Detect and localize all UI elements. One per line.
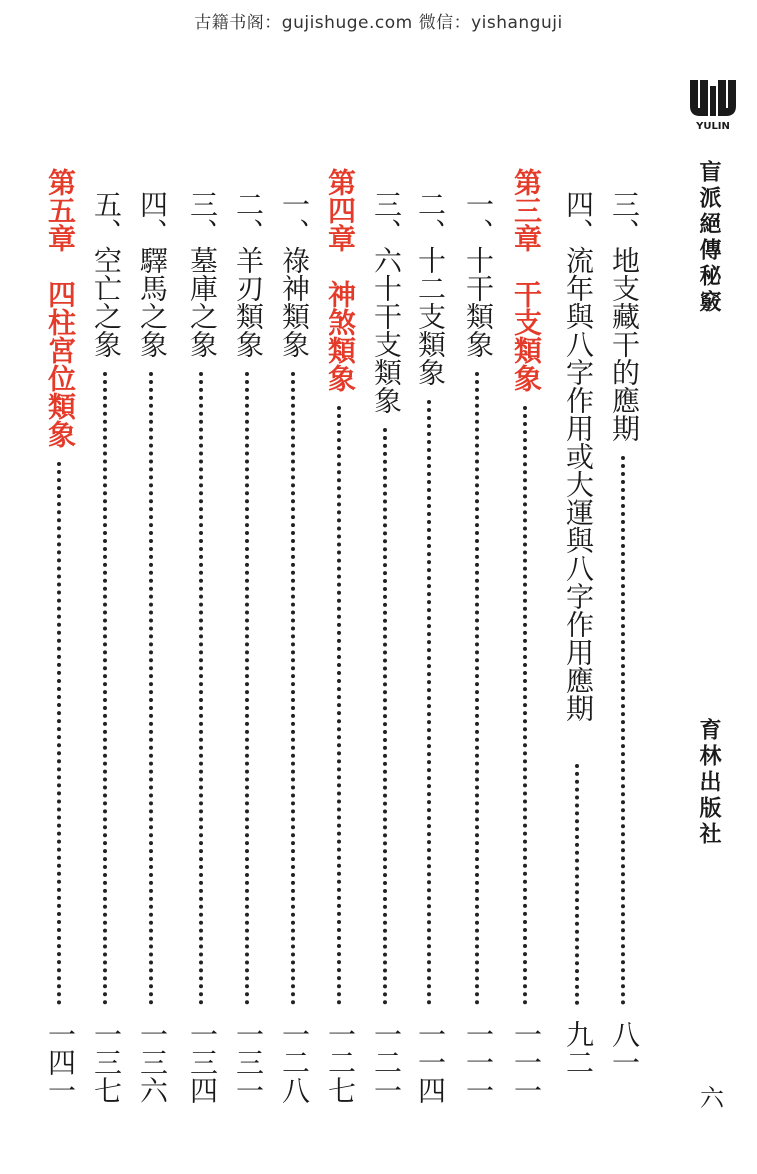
leader-dots bbox=[621, 456, 625, 1005]
watermark-text: 古籍书阁：gujishuge.com 微信：yishanguji bbox=[194, 13, 563, 33]
section-title: 一、祿神類象 bbox=[278, 190, 311, 358]
toc-entry bbox=[604, 190, 644, 1140]
leader-dots bbox=[523, 406, 527, 1005]
toc-entry bbox=[274, 190, 314, 1140]
toc-entry bbox=[458, 190, 498, 1140]
book-title: 盲派絕傳秘竅 bbox=[696, 160, 722, 316]
section-title: 二、十二支類象 bbox=[414, 190, 447, 386]
leader-dots bbox=[57, 462, 61, 1005]
toc-page-number: 一一一 bbox=[462, 1020, 495, 1104]
section-title: 一、十干類象 bbox=[462, 190, 495, 358]
section-title: 二、羊刃類象 bbox=[232, 190, 265, 358]
toc-entry bbox=[228, 190, 268, 1140]
toc-page-number: 一二七 bbox=[324, 1020, 357, 1104]
toc-page-number: 一三七 bbox=[90, 1020, 123, 1104]
leader-dots bbox=[475, 372, 479, 1005]
leader-dots bbox=[575, 764, 579, 1005]
toc-entry bbox=[132, 190, 172, 1140]
toc-page-number: 一三四 bbox=[186, 1020, 219, 1104]
leader-dots bbox=[199, 372, 203, 1005]
chapter-title: 第三章 干支類象 bbox=[510, 168, 543, 392]
toc-page-number: 一一四 bbox=[414, 1020, 447, 1104]
leader-dots bbox=[245, 372, 249, 1005]
toc-page-number: 一二一 bbox=[370, 1020, 403, 1104]
publisher-name: 育林出版社 bbox=[696, 718, 722, 848]
section-title: 五、空亡之象 bbox=[90, 190, 123, 358]
leader-dots bbox=[291, 372, 295, 1005]
toc-chapter-entry bbox=[506, 168, 546, 1140]
leader-dots bbox=[103, 372, 107, 1005]
toc-page-number: 一一一 bbox=[510, 1020, 543, 1104]
toc-page-number: 八一 bbox=[608, 1020, 641, 1076]
section-title: 四、驛馬之象 bbox=[136, 190, 169, 358]
toc-chapter-entry bbox=[40, 168, 80, 1140]
toc-page-number: 一四一 bbox=[44, 1020, 77, 1104]
toc-entry bbox=[366, 190, 406, 1140]
section-title: 四、流年與八字作用或大運與八字作用應期 bbox=[562, 190, 595, 722]
leader-dots bbox=[427, 400, 431, 1005]
toc-page-number: 一三六 bbox=[136, 1020, 169, 1104]
toc-entry bbox=[182, 190, 222, 1140]
logo-text: YULIN bbox=[696, 121, 730, 132]
leader-dots bbox=[383, 428, 387, 1005]
leader-dots bbox=[149, 372, 153, 1005]
toc-chapter-entry bbox=[320, 168, 360, 1140]
publisher-logo bbox=[686, 76, 740, 132]
toc-page-number: 九二 bbox=[562, 1020, 595, 1076]
toc-page-number: 一三一 bbox=[232, 1020, 265, 1104]
section-title: 三、六十干支類象 bbox=[370, 190, 403, 414]
toc-entry bbox=[86, 190, 126, 1140]
chapter-title: 第四章 神煞類象 bbox=[324, 168, 357, 392]
section-title: 三、地支藏干的應期 bbox=[608, 190, 641, 442]
toc-entry bbox=[410, 190, 450, 1140]
chapter-title: 第五章 四柱宮位類象 bbox=[44, 168, 77, 448]
toc-page-number: 一二八 bbox=[278, 1020, 311, 1104]
section-title: 三、墓庫之象 bbox=[186, 190, 219, 358]
leader-dots bbox=[337, 406, 341, 1005]
toc-entry bbox=[558, 190, 598, 1140]
page-number: 六 bbox=[700, 1084, 724, 1112]
